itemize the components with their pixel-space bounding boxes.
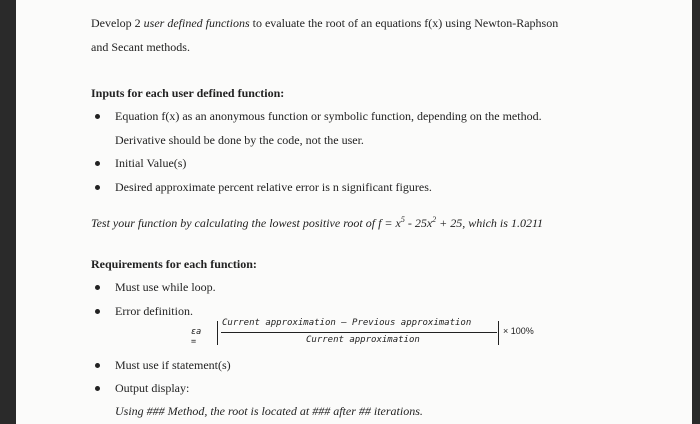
document-page <box>16 0 692 424</box>
intro-line-1 <box>91 16 558 31</box>
bullet-dot <box>95 363 100 368</box>
inputs-item-3: Desired approximate percent relative error is n significant figures. <box>115 180 432 194</box>
formula-numerator: Current approximation – Previous approximation <box>222 318 472 328</box>
bullet-dot <box>95 114 100 119</box>
intro-text-post: to evaluate the root of an equations f(x) using Newton-Raphson <box>249 16 559 30</box>
inputs-item-2: Initial Value(s) <box>115 156 187 170</box>
bullet-dot <box>95 161 100 166</box>
formula-denominator: Current approximation <box>306 335 420 345</box>
bullet-dot <box>95 285 100 290</box>
requirements-item-2: Error definition. <box>115 304 193 318</box>
requirements-item-3: Must use if statement(s) <box>115 358 231 372</box>
intro-text-pre: Develop 2 <box>91 16 144 30</box>
intro-text-italic: user defined functions <box>143 16 250 30</box>
test-text-post: + 25, which is 1.0211 <box>436 216 544 230</box>
output-example: Using ### Method, the root is located at ### after ## iterations. <box>115 404 423 418</box>
bullet-dot <box>95 309 100 314</box>
bullet-dot <box>95 185 100 190</box>
inputs-item-1-line-2: Derivative should be done by the code, not the user. <box>115 133 364 147</box>
inputs-heading: Inputs for each user defined function: <box>91 86 285 100</box>
test-instruction <box>91 215 543 231</box>
formula-fraction-line <box>221 332 497 333</box>
test-text-mid: - 25x <box>404 216 433 230</box>
formula-abs-bar-right <box>498 321 499 345</box>
intro-line-2: and Secant methods. <box>91 40 190 54</box>
requirements-item-4: Output display: <box>115 381 190 395</box>
inputs-item-1-line-1: Equation f(x) as an anonymous function or symbolic function, depending on the method. <box>115 109 542 123</box>
bullet-dot <box>95 386 100 391</box>
requirements-heading: Requirements for each function: <box>91 257 257 271</box>
formula-lhs: εa = <box>191 327 202 347</box>
test-exponent-1: 5 <box>400 215 405 224</box>
formula-percent: × 100% <box>503 326 534 336</box>
test-text-pre: Test your function by calculating the lowest positive root of f = x <box>91 216 401 230</box>
requirements-item-1: Must use while loop. <box>115 280 216 294</box>
test-exponent-2: 2 <box>432 215 437 224</box>
formula-abs-bar-left <box>217 321 218 345</box>
